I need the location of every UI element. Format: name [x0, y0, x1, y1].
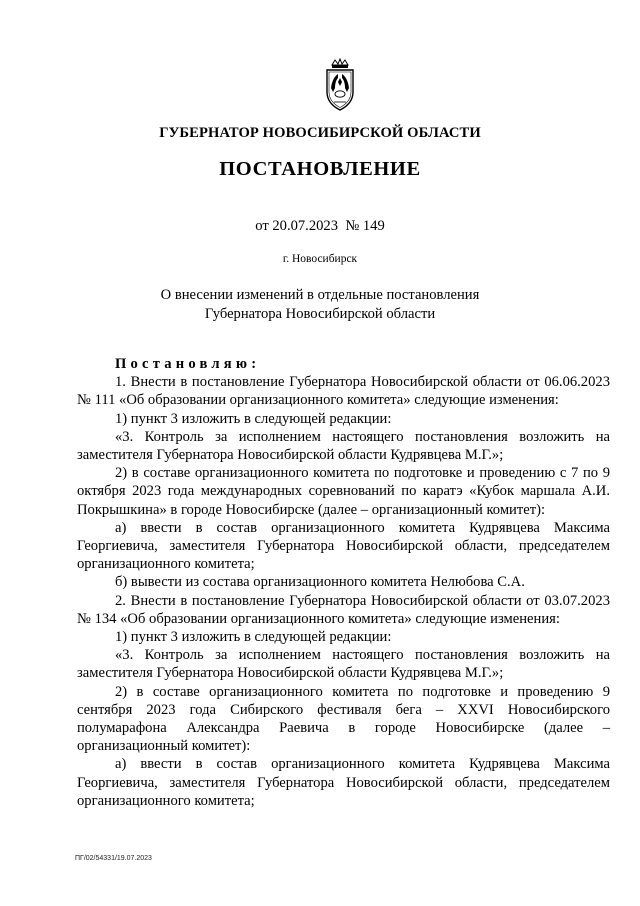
subject-line-1: О внесении изменений в отдельные постановления [160, 287, 480, 303]
decree-word: Постановляю [115, 356, 252, 372]
document-subject [0, 286, 640, 323]
paragraph-1-item-1-text: «3. Контроль за исполнением настоящего постановления возложить на заместителя Губернатора Новосибирской области Кудрявцева М.Г.»; [77, 428, 610, 464]
registration-number: ПГ/02/54331/19.07.2023 [75, 855, 152, 862]
coat-of-arms-icon [318, 58, 362, 112]
paragraph-2-item-1-text: «3. Контроль за исполнением настоящего постановления возложить на заместителя Губернатора Новосибирской области Кудрявцева М.Г.»; [77, 647, 610, 682]
city-of-issue: г. Новосибирск [282, 253, 358, 265]
date-and-number: от 20.07.2023 № 149 [255, 218, 385, 234]
decree-heading [77, 355, 610, 373]
paragraph-1-item-2b: б) вывести из состава организационного комитета Нелюбова С.А. [115, 574, 525, 591]
paragraph-1-item-2: 2) в составе организационного комитета по подготовке и проведению с 7 по 9 октября 2023 года международных соревнований по каратэ «Кубок маршала А.И. Покрышкина» в городе Новосибирске (далее – организационный комитет): [77, 465, 610, 518]
paragraph-2-item-1: 1) пункт 3 изложить в следующей редакции: [115, 629, 392, 646]
issuing-authority: ГУБЕРНАТОР НОВОСИБИРСКОЙ ОБЛАСТИ [159, 125, 481, 141]
paragraph-2-item-2: 2) в составе организационного комитета по подготовке и проведению 9 сентября 2023 года Сибирского фестиваля бега – XXVI Новосибирского полумарафона Александра Раевича в городе Новосибирске (далее – организационный комитет): [77, 683, 610, 755]
paragraph-1-item-2a: а) ввести в состав организационного комитета Кудрявцева Максима Георгиевича, заместителя Губернатора Новосибирской области, председателем организационного комитета; [77, 519, 610, 573]
paragraph-1: 1. Внести в постановление Губернатора Новосибирской области от 06.06.2023 № 111 «Об образовании организационного комитета» следующие изменения: [77, 374, 610, 409]
decree-colon: : [251, 356, 257, 372]
document-body [77, 355, 610, 810]
document-type-title: ПОСТАНОВЛЕНИЕ [219, 158, 421, 180]
subject-line-2: Губернатора Новосибирской области [204, 305, 436, 322]
paragraph-1-item-1: 1) пункт 3 изложить в следующей редакции: [115, 410, 392, 427]
paragraph-2-item-2a: а) ввести в состав организационного комитета Кудрявцева Максима Георгиевича, заместителя Губернатора Новосибирской области, председателем организационного комитета; [77, 756, 610, 809]
paragraph-2: 2. Внести в постановление Губернатора Новосибирской области от 03.07.2023 № 134 «Об образовании организационного комитета» следующие изменения: [77, 592, 610, 627]
